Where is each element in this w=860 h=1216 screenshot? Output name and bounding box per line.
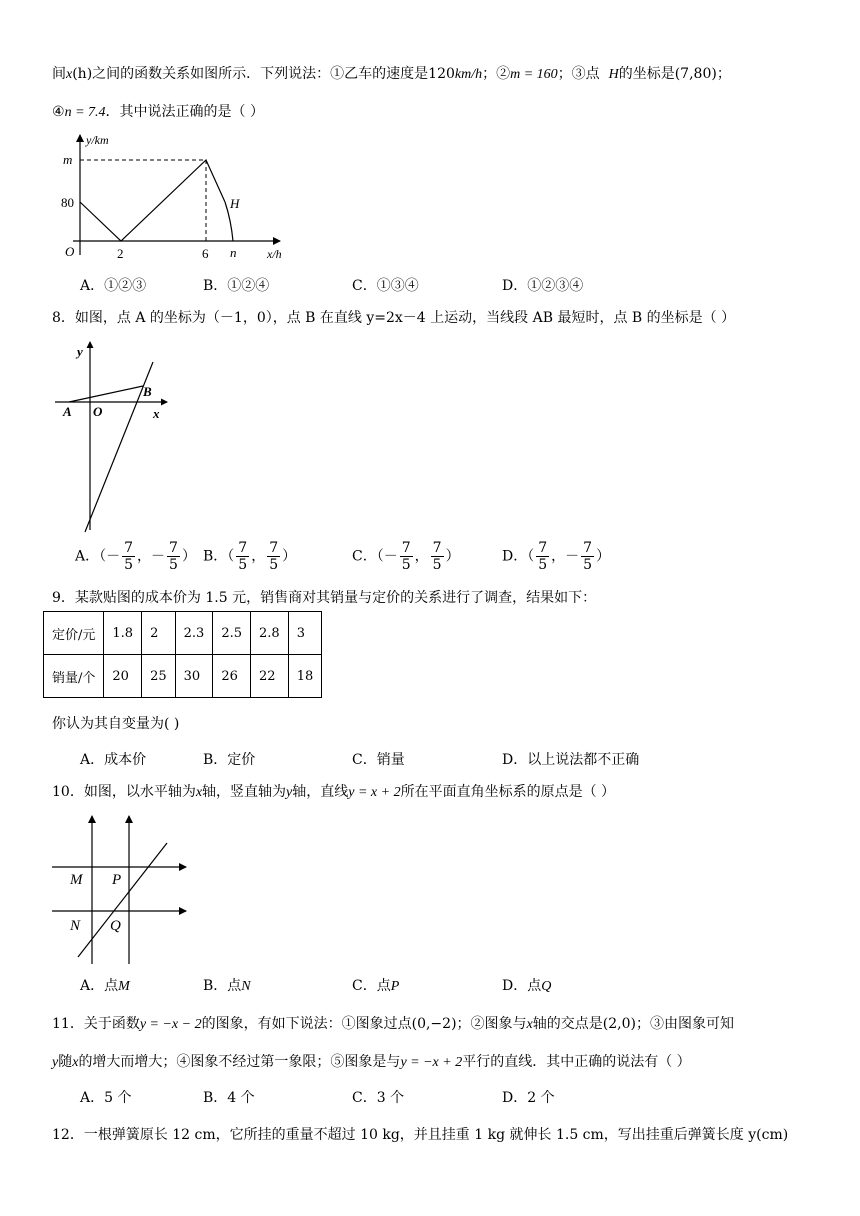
q10-point-n-label: N	[70, 918, 81, 934]
fraction: $\frac{7}{5}$	[583, 540, 593, 573]
q9-price-sales-table	[43, 611, 322, 698]
table-cell: 25	[142, 655, 176, 698]
q10-option-c[interactable]: C．点P	[352, 978, 400, 994]
q7-option-d[interactable]: D．①②③④	[502, 278, 584, 294]
q7-line1	[52, 64, 731, 85]
q10-point-q-label: Q	[110, 918, 121, 934]
q7-80-label: 80	[61, 195, 74, 210]
q10-option-a[interactable]: A．点M	[80, 978, 130, 994]
table-cell: 2.3	[175, 612, 213, 655]
fraction: $\frac{7}{5}$	[269, 540, 279, 573]
q11-option-b[interactable]: B．4 个	[203, 1090, 255, 1106]
fraction: $\frac{7}{5}$	[169, 540, 178, 573]
fraction: $\frac{7}{5}$	[538, 540, 548, 573]
q7-text: ；③点	[557, 66, 600, 82]
table-cell: 18	[288, 655, 322, 698]
q11-option-a[interactable]: A．5 个	[80, 1090, 132, 1106]
q7-text: 之间的函数关系如图所示．下列说法：①乙车的速度是	[92, 66, 429, 82]
q8-y-label: y	[77, 344, 83, 359]
table-row	[44, 612, 322, 655]
q11-question-line1: 11．关于函数y = −x − 2的图象，有如下说法：①图象过点(0,−2)；②图象与x轴的交点是(2,0)；③由图象可知	[52, 1016, 734, 1032]
q8-graph	[55, 340, 185, 535]
q7-n-eq: n = 7.4	[64, 105, 106, 120]
q11-question-line2: y随x的增大而增大；④图象不经过第一象限；⑤图象是与y = −x + 2平行的直线．其中正确的说法有（ ）	[52, 1054, 691, 1070]
q7-x-var: x	[66, 67, 73, 82]
q7-speed-unit: km/h	[454, 67, 483, 82]
q7-m-eq: m = 160	[510, 67, 558, 82]
fraction: $\frac{7}{5}$	[238, 540, 248, 573]
q9-question: 9．某款贴图的成本价为 1.5 元，销售商对其销量与定价的关系进行了调查，结果如下：	[52, 590, 597, 606]
table-cell: 30	[175, 655, 213, 698]
table-cell: 2	[142, 612, 176, 655]
q8-segment-ab	[69, 386, 143, 402]
q9-option-a[interactable]: A．成本价	[80, 752, 147, 768]
q7-text: ．其中说法正确的是（ ）	[105, 104, 264, 120]
q8-origin-label: O	[93, 404, 103, 419]
fraction: $\frac{7}{5}$	[432, 540, 442, 573]
q7-text: 间	[52, 66, 66, 82]
q10-option-d[interactable]: D．点Q	[502, 978, 552, 994]
q10-equation: y = x + 2	[348, 785, 401, 800]
q7-option-a[interactable]: A．①②③	[80, 278, 147, 294]
q7-h-point: H	[608, 67, 619, 82]
q9-sub-question: 你认为其自变量为( )	[52, 716, 180, 732]
q7-tick-n: n	[230, 245, 237, 260]
q11-option-d[interactable]: D．2 个	[502, 1090, 555, 1106]
fraction: $\frac{7}{5}$	[124, 540, 134, 573]
q8-option-b[interactable]: B．（ $\frac{7}{5}$ ， $\frac{7}{5}$ ）	[203, 540, 297, 573]
table-cell: 2.8	[251, 612, 289, 655]
q11-equation-2: y = −x + 2	[400, 1055, 463, 1070]
fraction: $\frac{7}{5}$	[401, 540, 411, 573]
q8-x-label: x	[153, 406, 160, 421]
table-cell: 2.5	[213, 612, 251, 655]
q10-point-p-label: P	[112, 872, 122, 888]
q8-option-c[interactable]: C．（－ $\frac{7}{5}$ ， $\frac{7}{5}$ ）	[352, 540, 460, 573]
table-header-cell: 定价/元	[44, 612, 104, 655]
q10-line-yx2	[78, 843, 167, 957]
q7-h-label: H	[230, 196, 240, 211]
q8-option-a[interactable]: A．（－ $\frac{7}{5}$ ，－ $\frac{7}{5}$ ）	[75, 540, 196, 573]
q7-text: ；	[716, 66, 731, 82]
table-cell: 26	[213, 655, 251, 698]
q7-tick-2: 2	[117, 246, 124, 261]
q8-point-b-label: B	[143, 384, 152, 399]
q8-point-a-label: A	[63, 404, 72, 419]
q7-option-c[interactable]: C．①③④	[352, 278, 419, 294]
q9-option-d[interactable]: D．以上说法都不正确	[502, 752, 640, 768]
q7-text: 的坐标是	[618, 66, 675, 82]
table-row	[44, 655, 322, 698]
q9-option-b[interactable]: B．定价	[203, 752, 256, 768]
q9-option-c[interactable]: C．销量	[352, 752, 405, 768]
q7-text: ；②	[482, 66, 511, 82]
q12-question: 12．一根弹簧原长 12 cm，它所挂的重量不超过 10 kg，并且挂重 1 kg 就伸长 1.5 cm，写出挂重后弹簧长度 y(cm)	[52, 1127, 789, 1143]
q10-question: 10．如图，以水平轴为x轴，竖直轴为y轴，直线y = x + 2所在平面直角坐标系的原点是（ ）	[52, 784, 616, 800]
q7-line2	[52, 102, 264, 123]
q10-point-m-label: M	[70, 872, 83, 888]
q7-graph-line	[80, 160, 225, 241]
table-cell: 22	[251, 655, 289, 698]
q7-m-label: m	[63, 152, 73, 167]
q7-h-coord: (7,80)	[674, 66, 717, 82]
q11-option-c[interactable]: C．3 个	[352, 1090, 405, 1106]
q7-option-b[interactable]: B．①②④	[203, 278, 270, 294]
q7-graph	[55, 130, 295, 265]
q7-speed: 120	[428, 66, 455, 82]
q7-x-label: x/h	[267, 247, 282, 261]
q10-graph	[52, 812, 192, 967]
q7-paren-h: (h)	[72, 66, 93, 82]
table-cell: 20	[104, 655, 142, 698]
q7-origin-label: O	[65, 244, 75, 259]
q7-tick-6: 6	[202, 246, 209, 261]
q8-option-d[interactable]: D．（ $\frac{7}{5}$ ，－ $\frac{7}{5}$ ）	[502, 540, 611, 573]
table-header-cell: 销量/个	[44, 655, 104, 698]
q7-y-label: y/km	[86, 133, 109, 147]
table-cell: 1.8	[104, 612, 142, 655]
q10-option-b[interactable]: B．点N	[203, 978, 251, 994]
q8-question: 8．如图，点 A 的坐标为（－1，0），点 B 在直线 y=2x－4 上运动，当线段 AB 最短时，点 B 的坐标是（ ）	[52, 310, 736, 326]
q11-equation: y = −x − 2	[139, 1017, 202, 1032]
table-cell: 3	[288, 612, 322, 655]
q7-text: ④	[52, 104, 65, 120]
